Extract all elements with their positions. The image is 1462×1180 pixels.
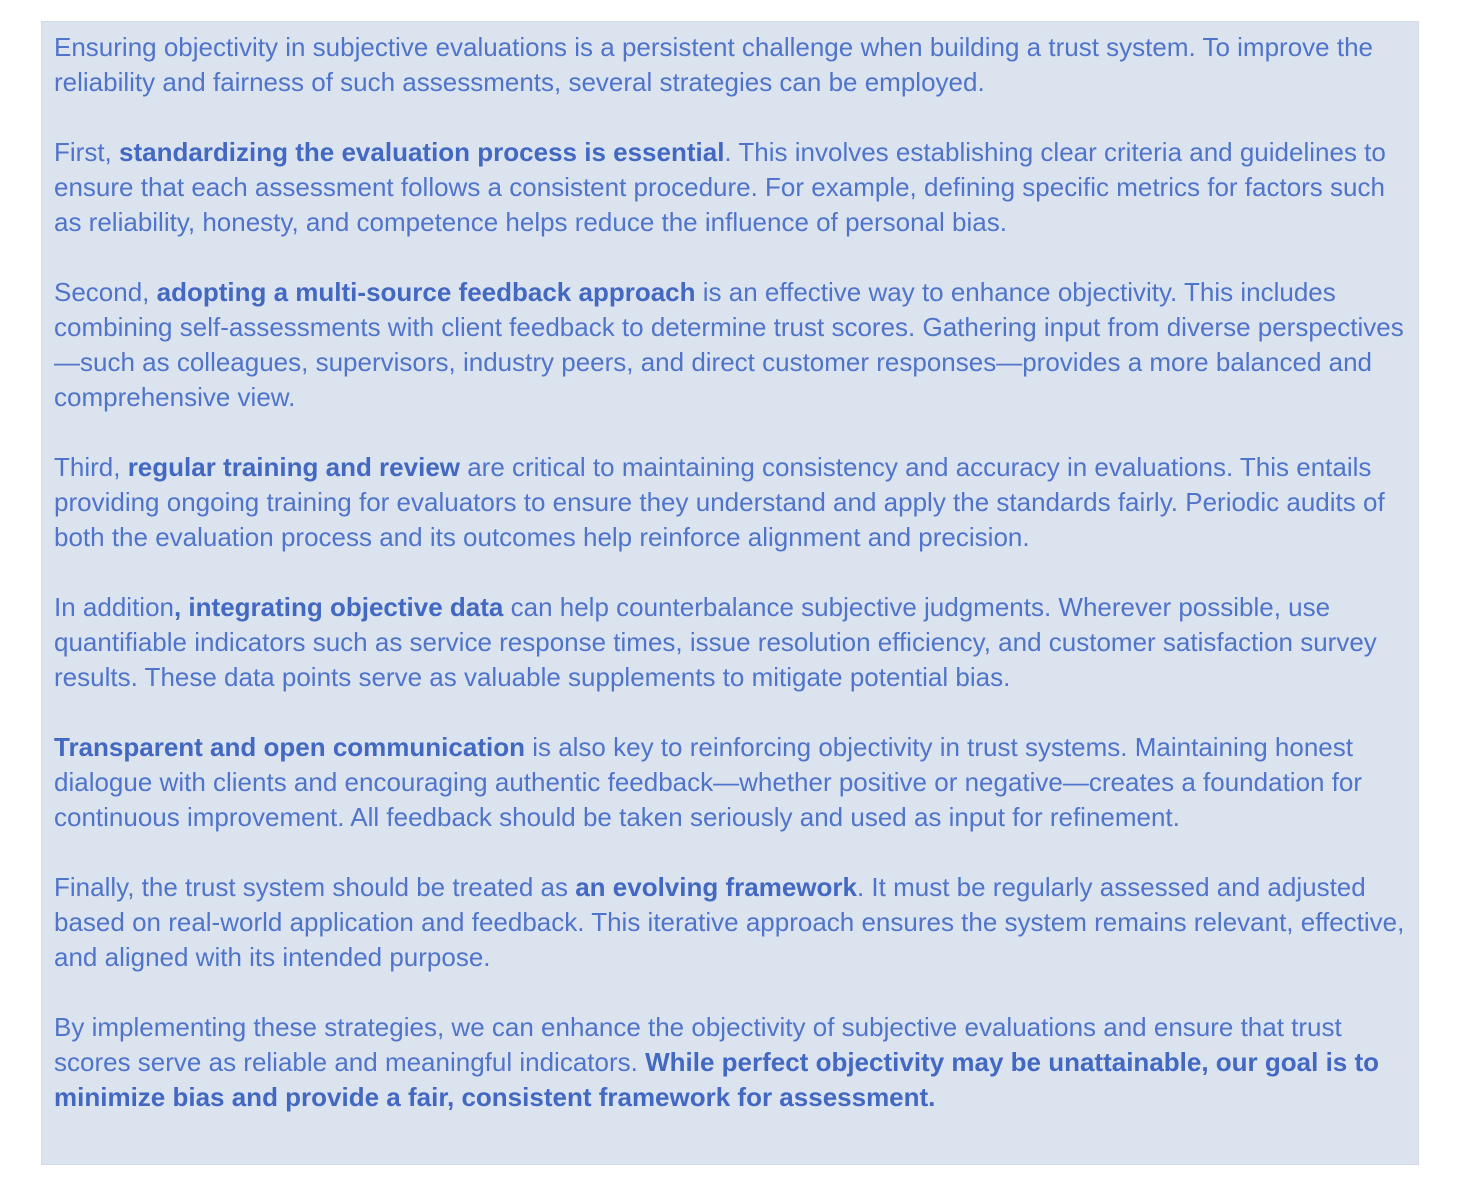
paragraph-communication [54, 730, 1406, 835]
paragraph-text: . It must be regularly assessed and adjusted based on real-world application and feedback. This iterative approach ensures the system remains relevant, effective, and aligned with its intended purpose. [54, 872, 1405, 972]
paragraph-lead: Third, [54, 452, 128, 482]
paragraph-text: . This involves establishing clear criteria and guidelines to ensure that each assessment follows a consistent procedure. For example, defining specific metrics for factors such as reliability, honesty, and competence helps reduce the influence of personal bias. [54, 137, 1386, 237]
paragraph-training [54, 450, 1406, 555]
paragraph-emphasis: adopting a multi-source feedback approach [156, 277, 696, 307]
paragraph-conclusion [54, 1010, 1406, 1115]
paragraph-multi-source [54, 275, 1406, 415]
paragraph-emphasis: regular training and review [127, 452, 460, 482]
paragraph-text: is also key to reinforcing objectivity in trust systems. Maintaining honest dialogue with clients and encouraging authentic feedback—whether positive or negative—creates a foundation for continuous improvement. All feedback should be taken seriously and used as input for refinement. [54, 732, 1363, 832]
paragraph-intro [54, 30, 1406, 100]
paragraph-text: Ensuring objectivity in subjective evaluations is a persistent challenge when building a trust system. To improve the reliability and fairness of such assessments, several strategies can be employed. [54, 32, 1373, 97]
paragraph-emphasis: , integrating objective data [173, 592, 504, 622]
paragraph-standardizing [54, 135, 1406, 240]
paragraph-text: is an effective way to enhance objectivity. This includes combining self-assessments with client feedback to determine trust scores. Gathering input from diverse perspectives—such as colleagues, supervisors, industry peers, and direct customer responses—provides a more balanced and comprehensive view. [54, 277, 1404, 412]
paragraph-evolving [54, 870, 1406, 975]
paragraph-text: are critical to maintaining consistency and accuracy in evaluations. This entails providing ongoing training for evaluators to ensure they understand and apply the standards fairly. Periodic audits of both the evaluation process and its outcomes help reinforce alignment and precision. [54, 452, 1385, 552]
paragraph-lead: First, [54, 137, 119, 167]
paragraph-lead: Finally, the trust system should be treated as [54, 872, 576, 902]
paragraph-emphasis: While perfect objectivity may be unattainable, our goal is to minimize bias and provide a fair, consistent framework for assessment. [54, 1047, 1380, 1112]
text-panel [41, 21, 1419, 1165]
paragraph-emphasis: Transparent and open communication [54, 732, 525, 762]
paragraph-lead: In addition [54, 592, 174, 622]
paragraph-objective-data [54, 590, 1406, 695]
paragraph-emphasis: standardizing the evaluation process is essential [119, 137, 725, 167]
paragraph-lead: By implementing these strategies, we can enhance the objectivity of subjective evaluations and ensure that trust scores serve as reliable and meaningful indicators. [54, 1012, 1342, 1077]
paragraph-text: can help counterbalance subjective judgments. Wherever possible, use quantifiable indicators such as service response times, issue resolution efficiency, and customer satisfaction survey results. These data points serve as valuable supplements to mitigate potential bias. [54, 592, 1377, 692]
paragraph-lead: Second, [54, 277, 157, 307]
paragraph-emphasis: an evolving framework [575, 872, 857, 902]
